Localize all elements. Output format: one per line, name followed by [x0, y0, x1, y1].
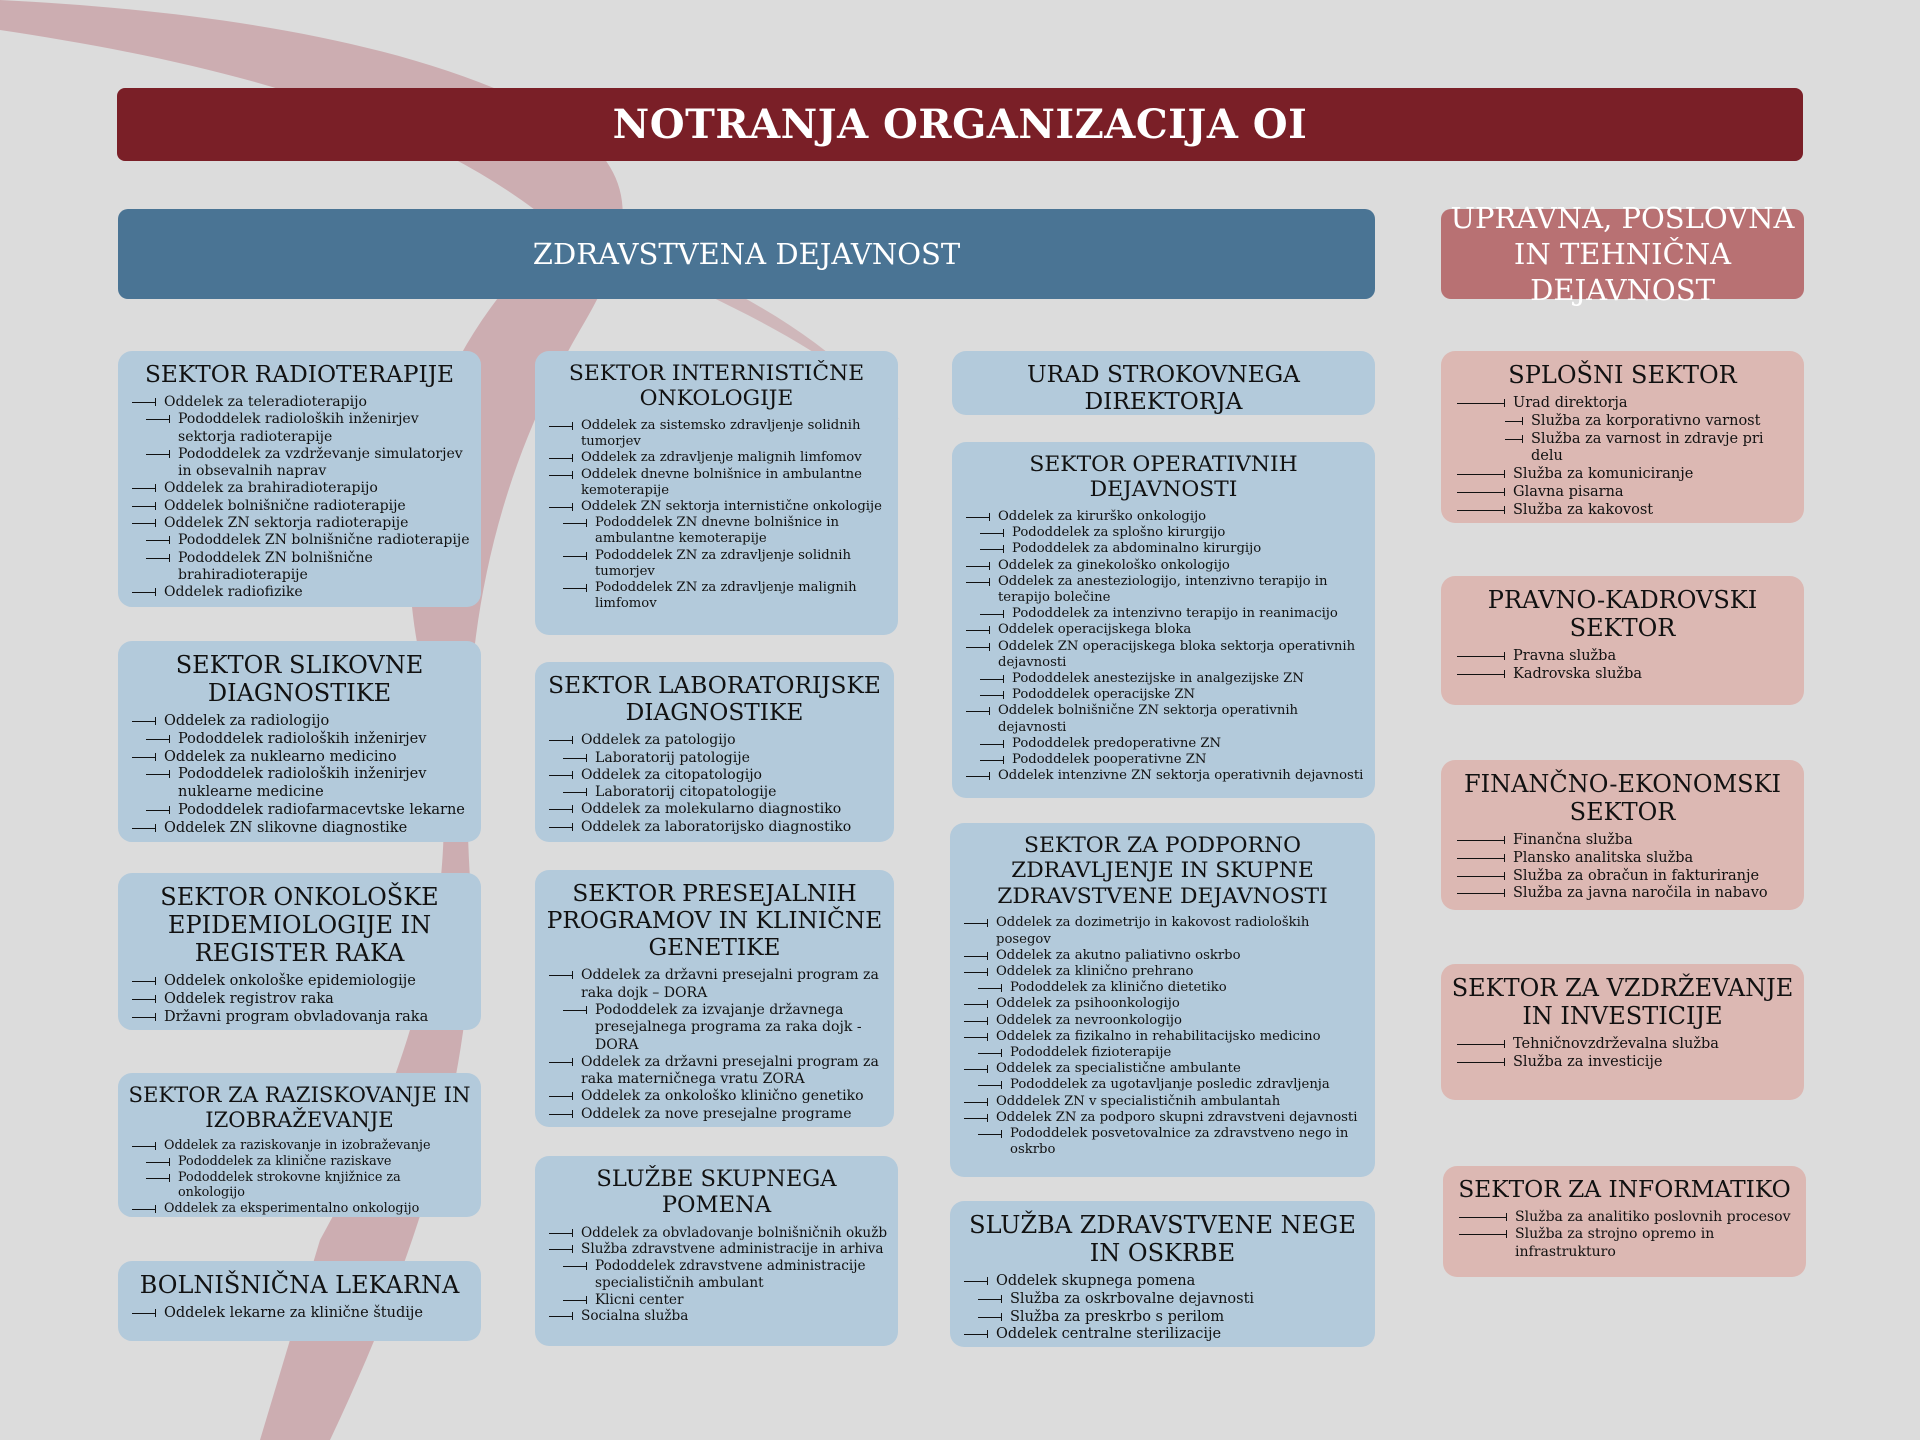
department-list: [543, 1225, 890, 1325]
department-item: Oddelek za nevroonkologijo: [958, 1013, 1367, 1029]
department-item: Oddelek za citopatologijo: [543, 767, 886, 784]
department-item: Oddelek za zdravljenje malignih limfomov: [543, 450, 890, 466]
department-item: Oddelek za nove presejalne programe: [543, 1106, 886, 1123]
sub-department-item: Laboratorij citopatologije: [543, 784, 886, 801]
department-item: Oddelek za onkološko klinično genetiko: [543, 1088, 886, 1105]
department-list: [958, 1273, 1367, 1344]
department-item: Oddelek za akutno paliativno oskrbo: [958, 948, 1367, 964]
sub-department-item: Pododdelek radioloških inženirjev: [126, 731, 473, 749]
sub-department-item: Pododdelek radioloških inženirjev sektorja radioterapije: [126, 411, 473, 446]
department-item: Oddelek ZN sektorja radioterapije: [126, 515, 473, 532]
department-list: [1449, 648, 1796, 684]
department-item: Služba za komuniciranje: [1449, 466, 1796, 484]
department-item: Oddelek za brahiradioterapijo: [126, 480, 473, 497]
sector-informatika: [1443, 1166, 1806, 1277]
sector-title: FINANČNO-EKONOMSKI SEKTOR: [1463, 770, 1782, 826]
department-item: Oddelek za sistemsko zdravljenje solidnih tumorjev: [543, 418, 890, 450]
sector-slikovna-diagnostika: [118, 641, 481, 842]
header-zdravstvena-dejavnost: ZDRAVSTVENA DEJAVNOST: [118, 209, 1375, 299]
sub-department-item: Laboratorij patologije: [543, 750, 886, 767]
sector-title: SEKTOR INTERNISTIČNE ONKOLOGIJE: [568, 361, 865, 412]
department-item: Služba za investicije: [1449, 1054, 1796, 1072]
sector-title: SEKTOR SLIKOVNE DIAGNOSTIKE: [175, 651, 424, 707]
department-list: [960, 509, 1367, 784]
department-item: Kadrovska služba: [1449, 666, 1796, 684]
sub-department-item: Pododdelek za intenzivno terapijo in reanimacijo: [960, 606, 1367, 622]
sector-title: PRAVNO-KADROVSKI SEKTOR: [1487, 586, 1758, 642]
sub-department-item: Pododdelek pooperativne ZN: [960, 752, 1367, 768]
department-list: [126, 973, 473, 1026]
department-item: Oddelek operacijskega bloka: [960, 622, 1367, 638]
department-item: Oddelek ZN za podporo skupni zdravstveni dejavnosti: [958, 1110, 1367, 1126]
department-item: Oddelek bolnišnične ZN sektorja operativnih dejavnosti: [960, 703, 1367, 735]
department-item: Socialna služba: [543, 1308, 890, 1325]
sector-zdravstvena-nega: [950, 1201, 1375, 1347]
sector-vzdrzevanje-investicije: [1441, 964, 1804, 1100]
department-item: Oddelek bolnišnične radioterapije: [126, 498, 473, 515]
department-item: Oddelek za laboratorijsko diagnostiko: [543, 819, 886, 836]
sector-urad-strokovnega-direktorja: [952, 351, 1375, 415]
sub-department-item: Pododdelek ZN za zdravljenje solidnih tumorjev: [543, 548, 890, 580]
sub-department-item: Pododdelek zdravstvene administracije specialističnih ambulant: [543, 1258, 890, 1291]
department-item: Oddelek za ginekološko onkologijo: [960, 558, 1367, 574]
sector-title: SLUŽBE SKUPNEGA POMENA: [596, 1166, 837, 1219]
sub-department-item: Pododdelek strokovne knjižnice za onkologijo: [126, 1170, 473, 1201]
department-item: Oddelek onkološke epidemiologije: [126, 973, 473, 991]
department-item: Oddelek za teleradioterapijo: [126, 394, 473, 411]
department-list: [543, 967, 886, 1122]
department-item: Državni program obvladovanja raka: [126, 1009, 473, 1027]
sector-sluzbe-skupnega-pomena: [535, 1156, 898, 1346]
sub-department-item: Pododdelek radiofarmacevtske lekarne: [126, 802, 473, 820]
sector-title: URAD STROKOVNEGA DIREKTORJA: [1027, 361, 1300, 416]
department-item: Oddelek za specialistične ambulante: [958, 1061, 1367, 1077]
department-item: Oddelek za molekularno diagnostiko: [543, 801, 886, 818]
sub-department-item: Pododdelek za klinično dietetiko: [958, 980, 1367, 996]
sub-department-item: Pododdelek predoperativne ZN: [960, 736, 1367, 752]
sector-internisticna-onkologija: [535, 351, 898, 635]
sector-title: SEKTOR RADIOTERAPIJE: [144, 361, 455, 388]
sub-department-item: Pododdelek ZN bolnišnične brahiradioterapije: [126, 550, 473, 585]
sub-department-item: Pododdelek za splošno kirurgijo: [960, 525, 1367, 541]
sector-splosni: [1441, 351, 1804, 523]
sub-department-item: Pododdelek ZN bolnišnične radioterapije: [126, 532, 473, 549]
sector-title: SEKTOR ZA RAZISKOVANJE IN IZOBRAŽEVANJE: [128, 1082, 471, 1132]
department-item: Oddelek centralne sterilizacije: [958, 1326, 1367, 1344]
sub-department-item: Služba za oskrbovalne dejavnosti: [958, 1291, 1367, 1309]
department-item: Služba za analitiko poslovnih procesov: [1451, 1209, 1798, 1226]
department-item: Služba za obračun in fakturiranje: [1449, 868, 1796, 886]
sub-department-item: Pododdelek fizioterapije: [958, 1045, 1367, 1061]
department-item: Oddelek ZN operacijskega bloka sektorja operativnih dejavnosti: [960, 639, 1367, 671]
sub-department-item: Klicni center: [543, 1292, 890, 1309]
department-list: [1449, 1036, 1796, 1072]
department-item: Oddelek za klinično prehrano: [958, 964, 1367, 980]
department-item: Tehničnovzdrževalna služba: [1449, 1036, 1796, 1054]
department-item: Oddelek lekarne za klinične študije: [126, 1305, 473, 1323]
department-item: Finančna služba: [1449, 832, 1796, 850]
department-item: Oddelek za raziskovanje in izobraževanje: [126, 1138, 473, 1154]
department-list: [126, 1305, 473, 1323]
sector-title: BOLNIŠNIČNA LEKARNA: [139, 1271, 460, 1299]
sub-department-item: Pododdelek posvetovalnice za zdravstveno nego in oskrbo: [958, 1126, 1367, 1158]
sub-department-item: Služba za korporativno varnost: [1449, 413, 1796, 431]
department-list: [126, 394, 473, 601]
sector-laboratorijska-diagnostika: [535, 662, 894, 842]
header-upravna-dejavnost: UPRAVNA, POSLOVNA IN TEHNIČNA DEJAVNOST: [1441, 209, 1804, 299]
department-item: Oddelek radiofizike: [126, 584, 473, 601]
department-item: Oddelek za patologijo: [543, 732, 886, 749]
department-list: [958, 915, 1367, 1158]
department-list: [126, 1138, 473, 1216]
sub-department-item: Pododdelek za abdominalno kirurgijo: [960, 541, 1367, 557]
department-list: [543, 418, 890, 612]
department-item: Služba za strojno opremo in infrastrukturo: [1451, 1226, 1798, 1261]
sub-department-item: Pododdelek za izvajanje državnega presejalnega programa za raka dojk - DORA: [543, 1002, 886, 1054]
sector-title: SLUŽBA ZDRAVSTVENE NEGE IN OSKRBE: [969, 1211, 1356, 1267]
sub-department-item: Pododdelek radioloških inženirjev nuklearne medicine: [126, 766, 473, 802]
department-item: Oddelek ZN sektorja internistične onkologije: [543, 499, 890, 515]
sector-title: SPLOŠNI SEKTOR: [1508, 361, 1737, 389]
sector-operativne-dejavnosti: [952, 442, 1375, 798]
department-list: [543, 732, 886, 836]
sub-department-item: Pododdelek operacijske ZN: [960, 687, 1367, 703]
department-item: Oddelek za anesteziologijo, intenzivno terapijo in terapijo bolečine: [960, 574, 1367, 606]
department-item: Služba za kakovost: [1449, 502, 1796, 520]
department-item: Oddelek za nuklearno medicino: [126, 749, 473, 767]
page-title: NOTRANJA ORGANIZACIJA OI: [117, 88, 1803, 161]
department-item: Oddelek intenzivne ZN sektorja operativnih dejavnosti: [960, 768, 1367, 784]
department-item: Služba za javna naročila in nabavo: [1449, 885, 1796, 903]
sector-raziskovanje: [118, 1073, 481, 1217]
sector-title: SEKTOR ZA INFORMATIKO: [1458, 1176, 1791, 1203]
sector-bolnisnicna-lekarna: [118, 1261, 481, 1341]
department-list: [1449, 832, 1796, 903]
sub-department-item: Pododdelek ZN dnevne bolnišnice in ambulantne kemoterapije: [543, 515, 890, 547]
sector-title: SEKTOR ONKOLOŠKE EPIDEMIOLOGIJE IN REGISTER RAKA: [160, 883, 439, 967]
department-list: [1449, 395, 1796, 520]
department-item: Oddelek registrov raka: [126, 991, 473, 1009]
department-item: Oddelek skupnega pomena: [958, 1273, 1367, 1291]
sub-department-item: Služba za preskrbo s perilom: [958, 1309, 1367, 1327]
department-item: Oddelek za fizikalno in rehabilitacijsko medicino: [958, 1029, 1367, 1045]
sector-radioterapija: [118, 351, 481, 607]
sector-title: SEKTOR PRESEJALNIH PROGRAMOV IN KLINIČNE GENETIKE: [546, 880, 883, 962]
sub-department-item: Pododdelek ZN za zdravljenje malignih limfomov: [543, 580, 890, 612]
sector-title: SEKTOR OPERATIVNIH DEJAVNOSTI: [1029, 452, 1298, 503]
department-item: Oddelek za državni presejalni program za raka dojk – DORA: [543, 967, 886, 1002]
department-item: Oddelek za državni presejalni program za raka materničnega vratu ZORA: [543, 1054, 886, 1089]
department-item: Oddelek dnevne bolnišnice in ambulantne kemoterapije: [543, 467, 890, 499]
sub-department-item: Pododdelek za klinične raziskave: [126, 1154, 473, 1170]
department-item: Plansko analitska služba: [1449, 850, 1796, 868]
department-item: Glavna pisarna: [1449, 484, 1796, 502]
sector-title: SEKTOR ZA PODPORNO ZDRAVLJENJE IN SKUPNE ZDRAVSTVENE DEJAVNOSTI: [997, 833, 1328, 909]
sub-department-item: Služba za varnost in zdravje pri delu: [1449, 431, 1796, 467]
sub-department-item: Pododdelek za vzdrževanje simulatorjev in obsevalnih naprav: [126, 446, 473, 481]
department-item: Urad direktorja: [1449, 395, 1796, 413]
department-item: Pravna služba: [1449, 648, 1796, 666]
sector-podporno-zdravljenje: [950, 823, 1375, 1177]
department-item: Oddelek za eksperimentalno onkologijo: [126, 1201, 473, 1217]
department-item: Oddelek za radiologijo: [126, 713, 473, 731]
sector-onkoloska-epidemiologija: [118, 873, 481, 1030]
sector-presejalni-programi: [535, 870, 894, 1127]
department-item: Oddelek za dozimetrijo in kakovost radioloških posegov: [958, 915, 1367, 947]
sub-department-item: Pododdelek anestezijske in analgezijske ZN: [960, 671, 1367, 687]
department-item: Odddelek ZN v specialističnih ambulantah: [958, 1094, 1367, 1110]
sub-department-item: Pododdelek za ugotavljanje posledic zdravljenja: [958, 1077, 1367, 1093]
sector-title: SEKTOR ZA VZDRŽEVANJE IN INVESTICIJE: [1451, 974, 1794, 1030]
department-item: Oddelek ZN slikovne diagnostike: [126, 820, 473, 838]
sector-pravno-kadrovski: [1441, 576, 1804, 705]
sector-title: SEKTOR LABORATORIJSKE DIAGNOSTIKE: [548, 672, 881, 727]
department-item: Oddelek za psihoonkologijo: [958, 996, 1367, 1012]
department-item: Oddelek za kirurško onkologijo: [960, 509, 1367, 525]
department-list: [126, 713, 473, 838]
department-list: [1451, 1209, 1798, 1261]
department-item: Služba zdravstvene administracije in arhiva: [543, 1241, 890, 1258]
department-item: Oddelek za obvladovanje bolnišničnih okužb: [543, 1225, 890, 1242]
sector-financno-ekonomski: [1441, 760, 1804, 910]
